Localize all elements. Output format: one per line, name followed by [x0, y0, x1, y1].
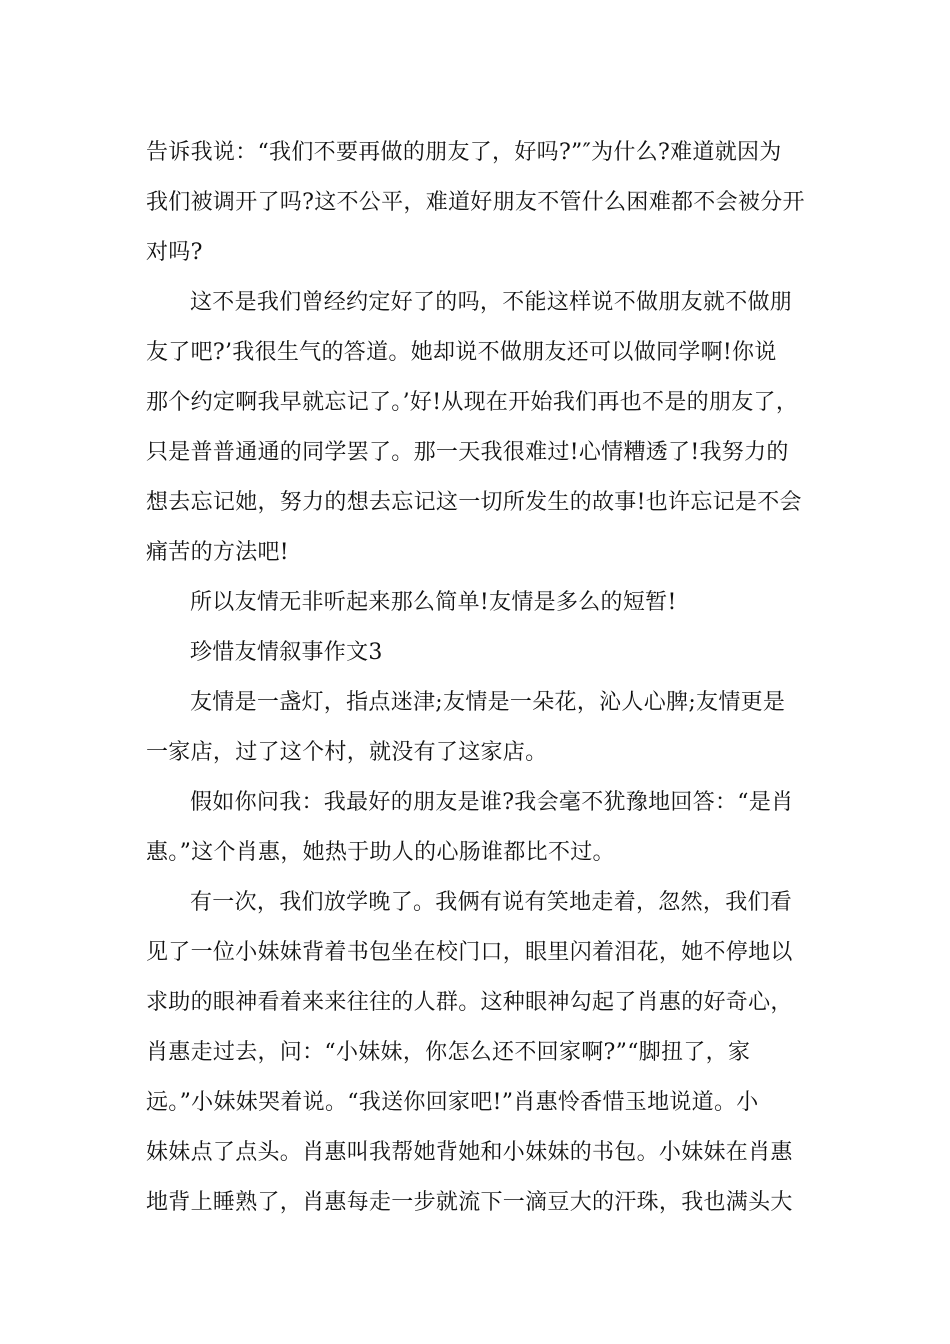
text-line: 地背上睡熟了，肖惠每走一步就流下一滴豆大的汗珠，我也满头大: [146, 1190, 793, 1215]
text-line: 肖惠走过去，问：“小妹妹，你怎么还不回家啊?”“脚扭了，家: [146, 1040, 751, 1065]
paragraph-start-line: 所以友情无非听起来那么简单!友情是多么的短暂!: [190, 590, 677, 615]
text-line: 那个约定啊我早就忘记了。’好!从现在开始我们再也不是的朋友了，: [146, 390, 799, 415]
text-line: 求助的眼神看着来来往往的人群。这种眼神勾起了肖惠的好奇心，: [146, 990, 793, 1015]
text-line: 痛苦的方法吧!: [146, 540, 289, 565]
paragraph-start-line: 友情是一盏灯，指点迷津;友情是一朵花，沁人心脾;友情更是: [190, 690, 786, 715]
text-line: 想去忘记她，努力的想去忘记这一切所发生的故事!也许忘记是不会: [146, 490, 802, 515]
text-line: 妹妹点了点头。肖惠叫我帮她背她和小妹妹的书包。小妹妹在肖惠: [146, 1140, 793, 1165]
text-line: 惠。”这个肖惠，她热于助人的心肠谁都比不过。: [146, 840, 615, 865]
text-line: 我们被调开了吗?这不公平，难道好朋友不管什么困难都不会被分开: [146, 190, 805, 215]
text-line: 友了吧?’我很生气的答道。她却说不做朋友还可以做同学啊!你说: [146, 340, 777, 365]
section-title: 珍惜友情叙事作文3: [190, 640, 383, 665]
text-line: 对吗?: [146, 240, 203, 265]
paragraph-start-line: 有一次，我们放学晚了。我俩有说有笑地走着，忽然，我们看: [190, 890, 793, 915]
paragraph-start-line: 这不是我们曾经约定好了的吗，不能这样说不做朋友就不做朋: [190, 290, 793, 315]
text-line: 一家店，过了这个村，就没有了这家店。: [146, 740, 548, 765]
paragraph-start-line: 假如你问我：我最好的朋友是谁?我会毫不犹豫地回答：“是肖: [190, 790, 794, 815]
text-line: 只是普普通通的同学罢了。那一天我很难过!心情糟透了!我努力的: [146, 440, 789, 465]
text-line: 见了一位小妹妹背着书包坐在校门口，眼里闪着泪花，她不停地以: [146, 940, 793, 965]
text-line: 远。”小妹妹哭着说。“我送你回家吧!”肖惠怜香惜玉地说道。小: [146, 1090, 759, 1115]
text-line: 告诉我说：“我们不要再做的朋友了，好吗?”″为什么?难道就因为: [146, 140, 782, 165]
